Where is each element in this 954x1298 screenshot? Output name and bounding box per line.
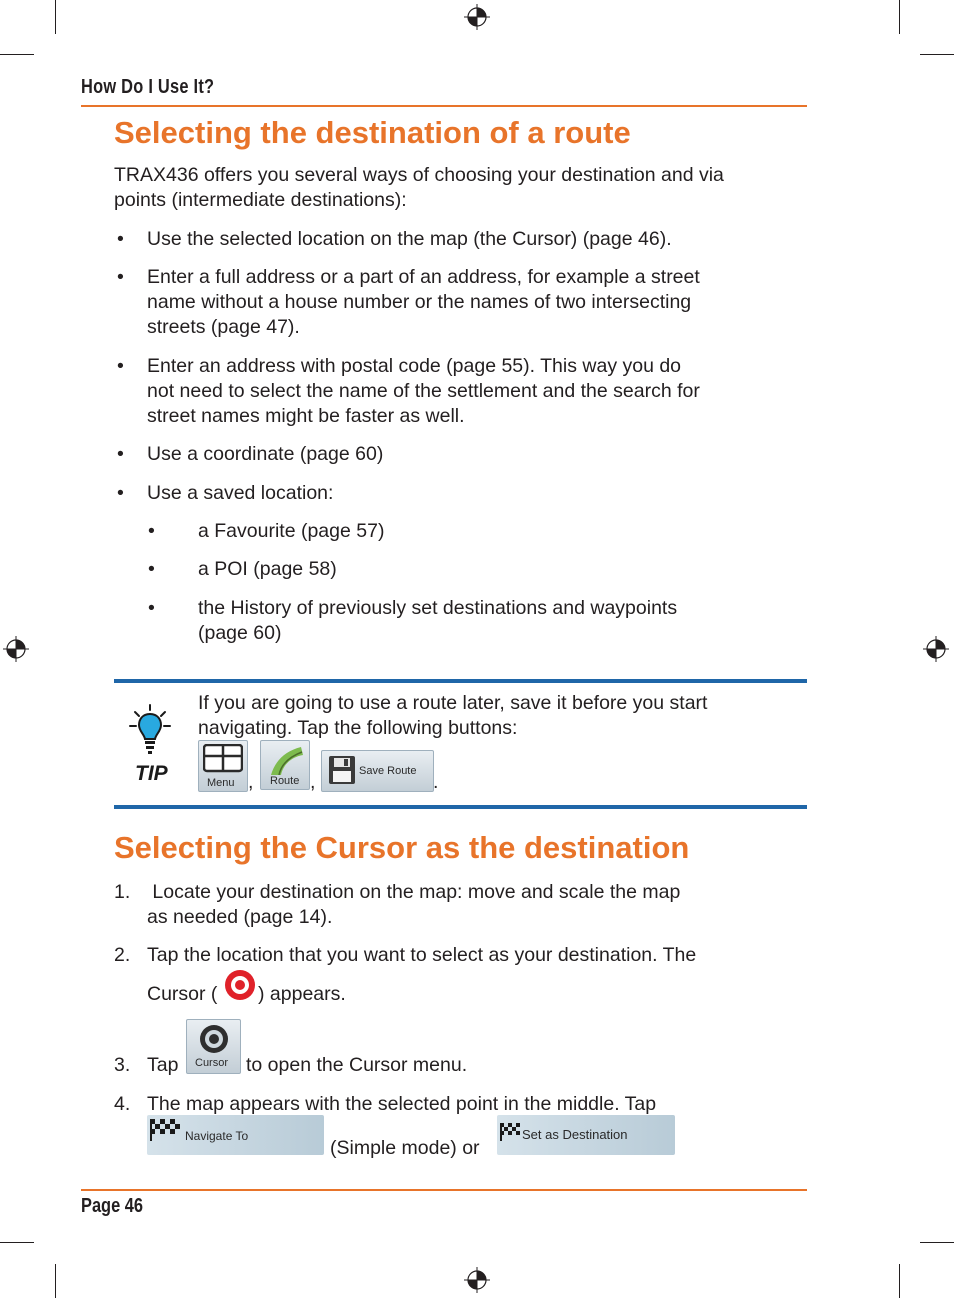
section-heading: Selecting the destination of a route <box>114 115 631 150</box>
step-text: Locate your destination on the map: move and scale the map <box>147 881 681 903</box>
navigate-to-button <box>147 1115 324 1155</box>
save-route-button-label: Save Route <box>359 765 417 777</box>
list-item: not need to select the name of the settlement and the search for <box>147 380 700 402</box>
cursor-button-label: Cursor <box>195 1057 229 1069</box>
registration-mark-icon <box>923 636 949 662</box>
bullet-marker: • <box>148 558 155 580</box>
step-text: as needed (page 14). <box>147 906 333 928</box>
step-text: ) appears. <box>258 983 346 1005</box>
sub-list-item: a POI (page 58) <box>198 558 337 580</box>
separator: , <box>310 771 316 793</box>
floppy-disk-icon <box>328 755 356 785</box>
crop-mark <box>920 1242 954 1243</box>
bullet-marker: • <box>117 266 124 288</box>
header-rule <box>81 105 807 107</box>
route-icon <box>265 743 305 775</box>
crop-mark <box>0 54 34 55</box>
bullet-marker: • <box>117 355 124 377</box>
crop-mark <box>0 1242 34 1243</box>
step-text: to open the Cursor menu. <box>246 1054 468 1076</box>
tip-top-rule <box>114 679 807 683</box>
separator: , <box>248 771 254 793</box>
step-text: Tap <box>147 1054 179 1076</box>
cursor-target-icon <box>199 1024 229 1054</box>
page-number: Page 46 <box>81 1195 143 1217</box>
footer-rule <box>81 1189 807 1191</box>
bullet-marker: • <box>148 520 155 542</box>
bullet-marker: • <box>148 597 155 619</box>
cursor-button <box>186 1019 241 1074</box>
lightbulb-icon <box>128 704 172 756</box>
list-item: Use a saved location: <box>147 482 334 504</box>
bullet-marker: • <box>117 482 124 504</box>
navigate-to-label: Navigate To <box>185 1129 249 1143</box>
list-item: name without a house number or the names of two intersecting <box>147 291 692 313</box>
menu-button <box>198 740 248 792</box>
registration-mark-icon <box>464 4 490 30</box>
step-number: 1. <box>114 881 131 903</box>
bullet-marker: • <box>117 228 124 250</box>
list-item: street names might be faster as well. <box>147 405 465 427</box>
list-item: Enter an address with postal code (page 55). This way you do <box>147 355 682 377</box>
sub-list-item: the History of previously set destinations and waypoints <box>198 597 678 619</box>
sub-list-item: (page 60) <box>198 622 282 644</box>
set-as-destination-label: Set as Destination <box>522 1127 628 1142</box>
save-route-button <box>321 750 434 792</box>
menu-button-label: Menu <box>207 777 235 789</box>
list-item: streets (page 47). <box>147 316 300 338</box>
checkered-flag-icon <box>150 1119 180 1141</box>
step-number: 4. <box>114 1093 131 1115</box>
menu-icon <box>203 744 243 774</box>
sentence-end: . <box>433 771 439 793</box>
tip-bottom-rule <box>114 805 807 809</box>
running-header: How Do I Use It? <box>81 76 215 98</box>
crop-mark <box>55 1264 56 1298</box>
route-button-label: Route <box>270 775 300 787</box>
list-item: Enter a full address or a part of an address, for example a street <box>147 266 700 288</box>
cursor-target-icon <box>223 968 257 1002</box>
section-heading: Selecting the Cursor as the destination <box>114 830 690 865</box>
step-text: (Simple mode) or <box>330 1137 480 1159</box>
route-button <box>260 740 310 790</box>
bullet-marker: • <box>117 443 124 465</box>
crop-mark <box>899 1264 900 1298</box>
list-item: Use the selected location on the map (the Cursor) (page 46). <box>147 228 672 250</box>
crop-mark <box>920 54 954 55</box>
step-text: The map appears with the selected point in the middle. Tap <box>147 1093 657 1115</box>
sub-list-item: a Favourite (page 57) <box>198 520 385 542</box>
crop-mark <box>55 0 56 34</box>
step-number: 3. <box>114 1054 131 1076</box>
registration-mark-icon <box>3 636 29 662</box>
tip-text: If you are going to use a route later, save it before you start <box>198 692 708 714</box>
crop-mark <box>899 0 900 34</box>
tip-label: TIP <box>135 762 168 785</box>
intro-text: TRAX436 offers you several ways of choosing your destination and via <box>114 164 724 186</box>
tip-text: navigating. Tap the following buttons: <box>198 717 518 739</box>
step-text: Cursor ( <box>147 983 218 1005</box>
step-text: Tap the location that you want to select as your destination. The <box>147 944 697 966</box>
list-item: Use a coordinate (page 60) <box>147 443 384 465</box>
set-as-destination-button <box>497 1115 675 1155</box>
checkered-flag-icon <box>500 1123 522 1141</box>
step-number: 2. <box>114 944 131 966</box>
registration-mark-icon <box>464 1267 490 1293</box>
intro-text: points (intermediate destinations): <box>114 189 407 211</box>
